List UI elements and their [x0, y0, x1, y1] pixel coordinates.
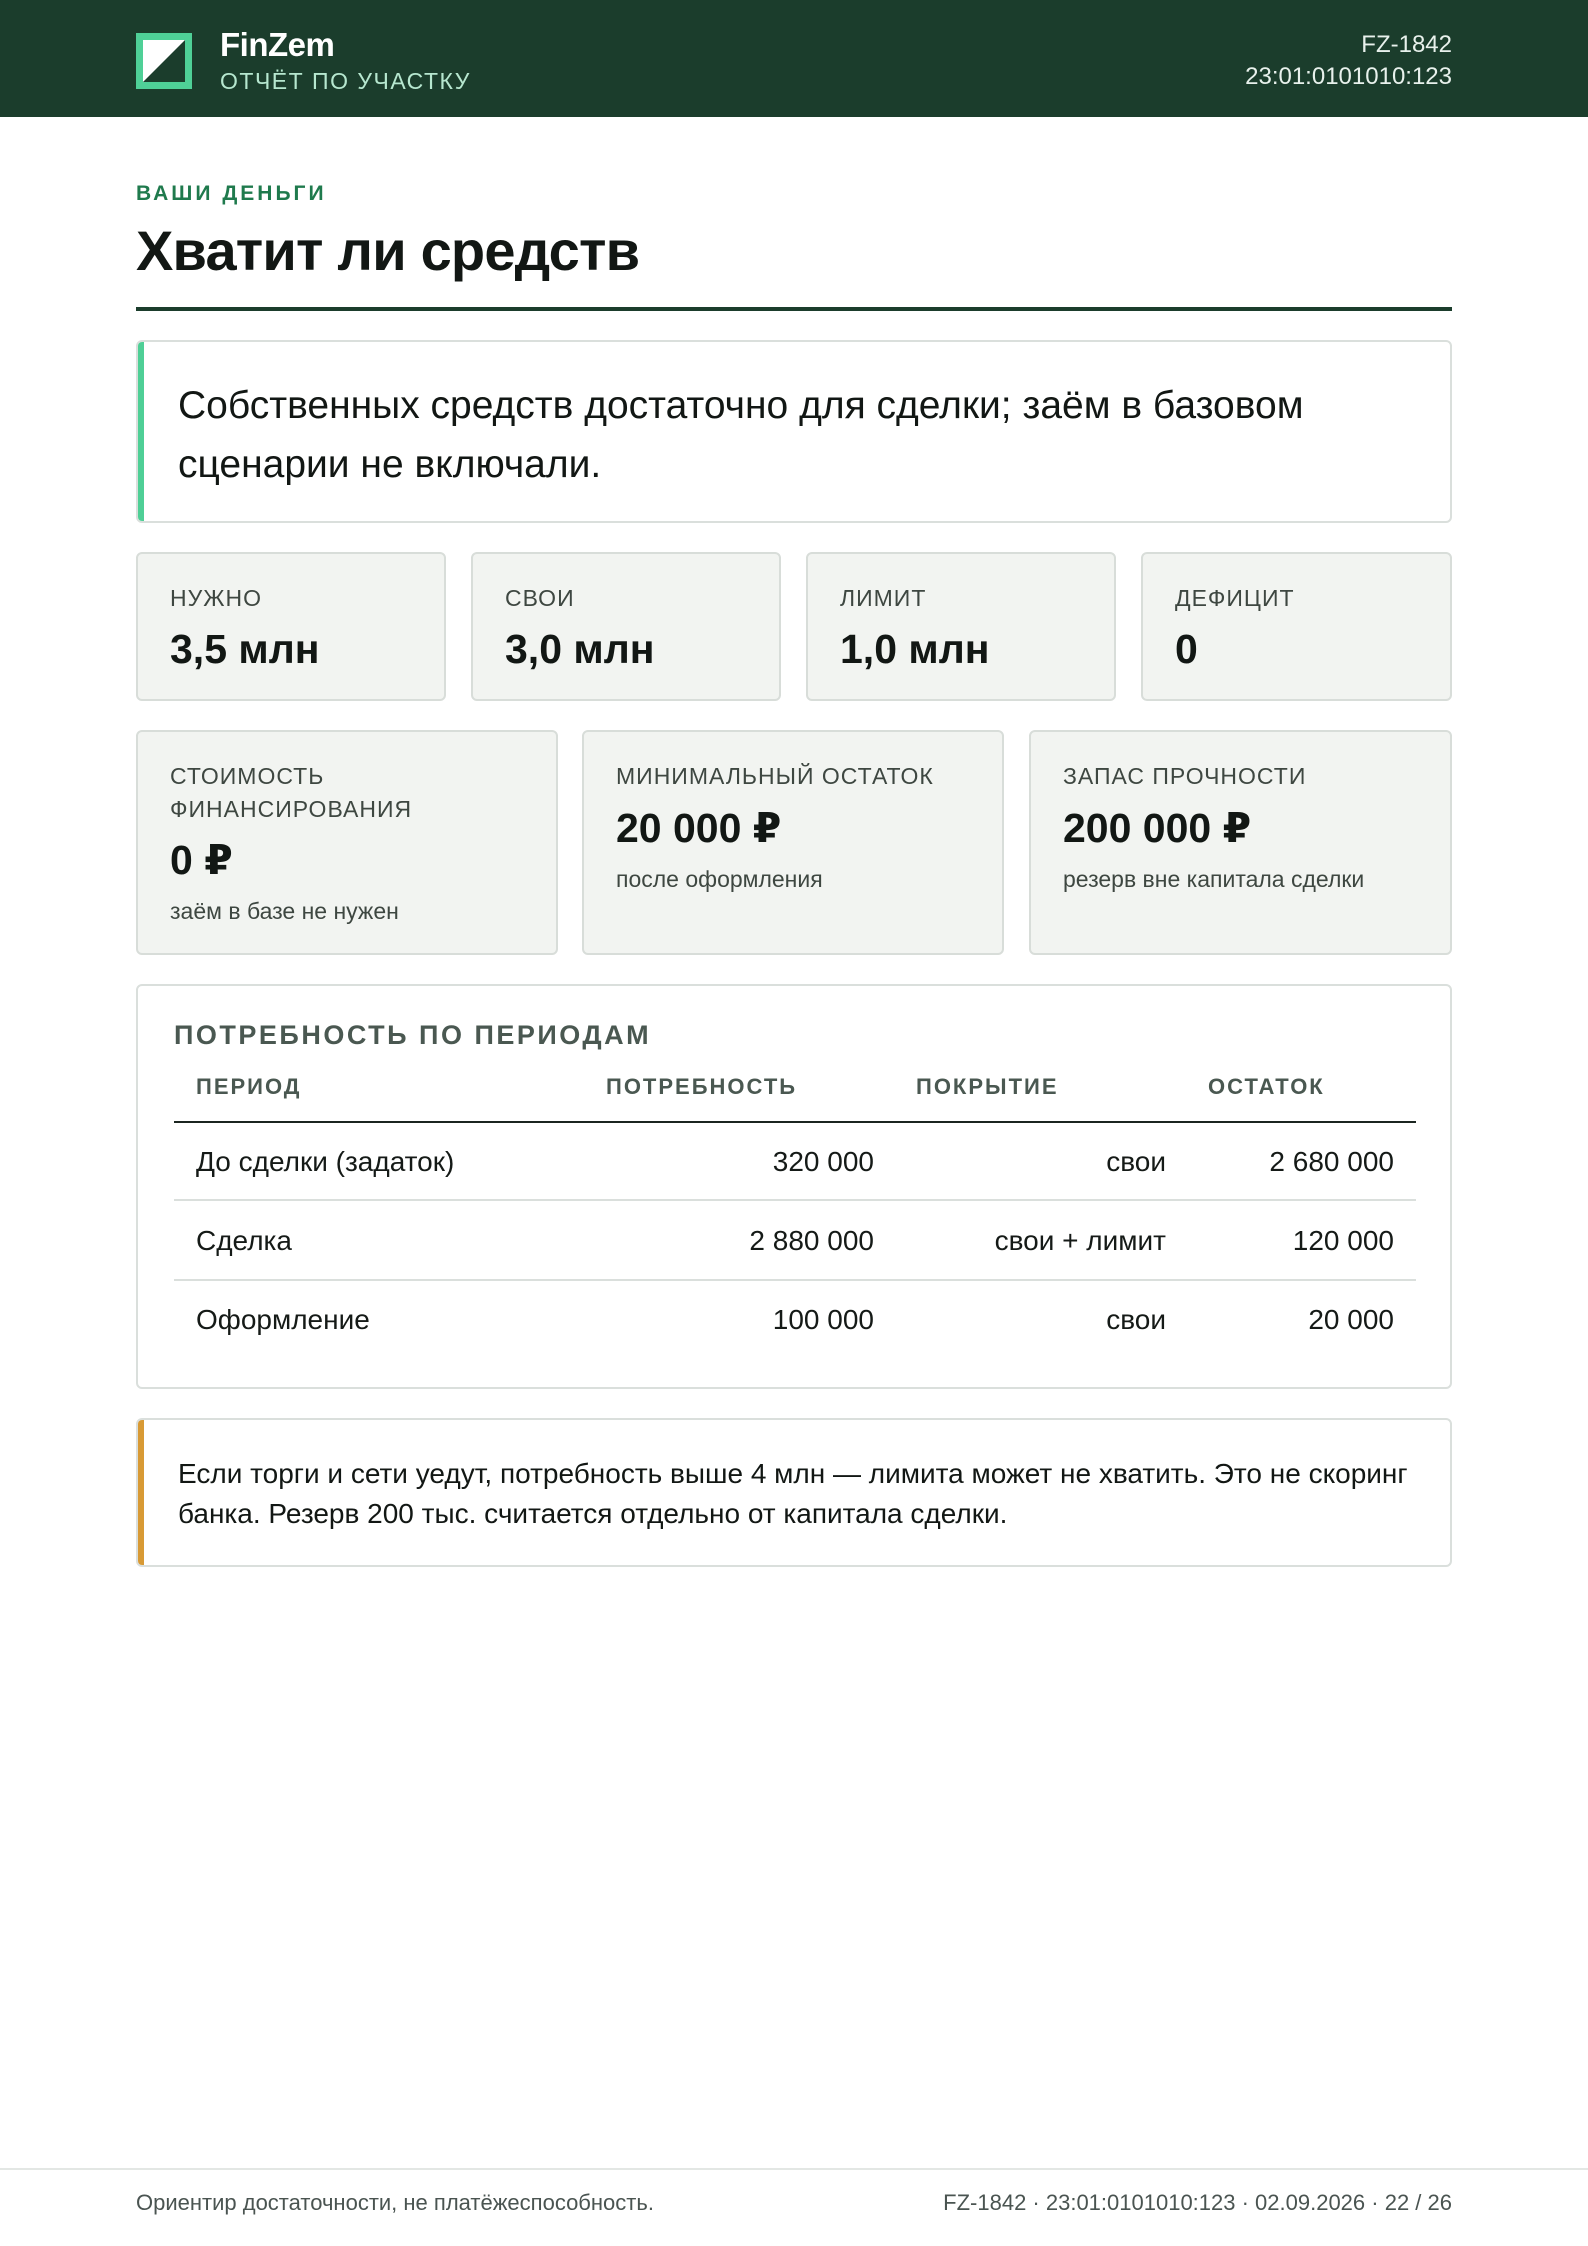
metric-value: 0 ₽ [170, 837, 233, 883]
summary-callout [136, 340, 1452, 523]
metric-card-need [136, 552, 446, 701]
cell-need: 100 000 [772, 1304, 874, 1335]
cell-balance: 2 680 000 [1269, 1146, 1394, 1177]
cell-coverage: свои + лимит [994, 1225, 1166, 1256]
column-header-coverage: ПОКРЫТИЕ [916, 1074, 1059, 1099]
metric-card-own [471, 552, 781, 701]
footer-page-info: FZ-1842 · 23:01:0101010:123 · 02.09.2026 · 22 / 26 [943, 2190, 1452, 2215]
summary-text: Собственных средств достаточно для сделки; заём в базовом сценарии не включали. [178, 384, 1304, 486]
metric-label: СТОИМОСТЬ ФИНАНСИРОВАНИЯ [170, 763, 413, 822]
footer-disclaimer: Ориентир достаточности, не платёжеспособность. [136, 2190, 654, 2215]
section-kicker: ВАШИ ДЕНЬГИ [136, 182, 327, 205]
report-subtitle: ОТЧЁТ ПО УЧАСТКУ [220, 68, 471, 94]
finzem-logo-icon [136, 33, 192, 89]
cell-coverage: свои [1106, 1146, 1166, 1177]
metric-value: 1,0 млн [840, 626, 990, 672]
metric-card-deficit [1141, 552, 1452, 701]
cell-period: Сделка [196, 1225, 292, 1256]
metric-value: 3,5 млн [170, 626, 320, 672]
top-header-bar [0, 0, 1588, 117]
cell-coverage: свои [1106, 1304, 1166, 1335]
metric-label: СВОИ [505, 585, 575, 611]
cell-period: До сделки (задаток) [196, 1146, 455, 1177]
cell-balance: 120 000 [1292, 1225, 1394, 1256]
column-header-period: ПЕРИОД [196, 1074, 302, 1099]
metric-card-limit [806, 552, 1116, 701]
metric-card-safety-margin [1029, 730, 1452, 955]
table-title: ПОТРЕБНОСТЬ ПО ПЕРИОДАМ [174, 1020, 652, 1050]
column-header-need: ПОТРЕБНОСТЬ [606, 1074, 798, 1099]
metric-value: 3,0 млн [505, 626, 655, 672]
cell-need: 2 880 000 [749, 1225, 874, 1256]
periods-table-card [136, 984, 1452, 1389]
metric-label: ЛИМИТ [840, 585, 927, 611]
metric-note: заём в базе не нужен [170, 898, 399, 924]
table-header-divider [174, 1121, 1416, 1123]
metric-label: МИНИМАЛЬНЫЙ ОСТАТОК [616, 763, 934, 789]
cell-need: 320 000 [772, 1146, 874, 1177]
page-title: Хватит ли средств [136, 219, 640, 282]
metric-label: ДЕФИЦИТ [1175, 585, 1295, 611]
title-divider [136, 307, 1452, 311]
warning-callout [136, 1418, 1452, 1567]
metric-value: 0 [1175, 626, 1198, 672]
metric-card-financing-cost [136, 730, 558, 955]
metric-card-min-balance [582, 730, 1004, 955]
column-header-balance: ОСТАТОК [1208, 1074, 1325, 1099]
document-id: FZ-1842 [1361, 31, 1452, 58]
metric-label: ЗАПАС ПРОЧНОСТИ [1063, 763, 1307, 789]
brand-name: FinZem [220, 26, 335, 63]
row-divider [174, 1199, 1416, 1201]
row-divider [174, 1279, 1416, 1281]
cadastral-number: 23:01:0101010:123 [1245, 63, 1452, 90]
cell-balance: 20 000 [1308, 1304, 1394, 1335]
metric-note: резерв вне капитала сделки [1063, 866, 1365, 892]
cell-period: Оформление [196, 1304, 370, 1335]
metric-label: НУЖНО [170, 585, 262, 611]
footer-divider [0, 2168, 1588, 2170]
metric-value: 20 000 ₽ [616, 805, 782, 851]
metric-value: 200 000 ₽ [1063, 805, 1252, 851]
metric-note: после оформления [616, 866, 823, 892]
warning-text: Если торги и сети уедут, потребность выше 4 млн — лимита может не хватить. Это не скоринг банка. Резерв 200 тыс. считается отдельно от капитала сделки. [178, 1458, 1408, 1529]
